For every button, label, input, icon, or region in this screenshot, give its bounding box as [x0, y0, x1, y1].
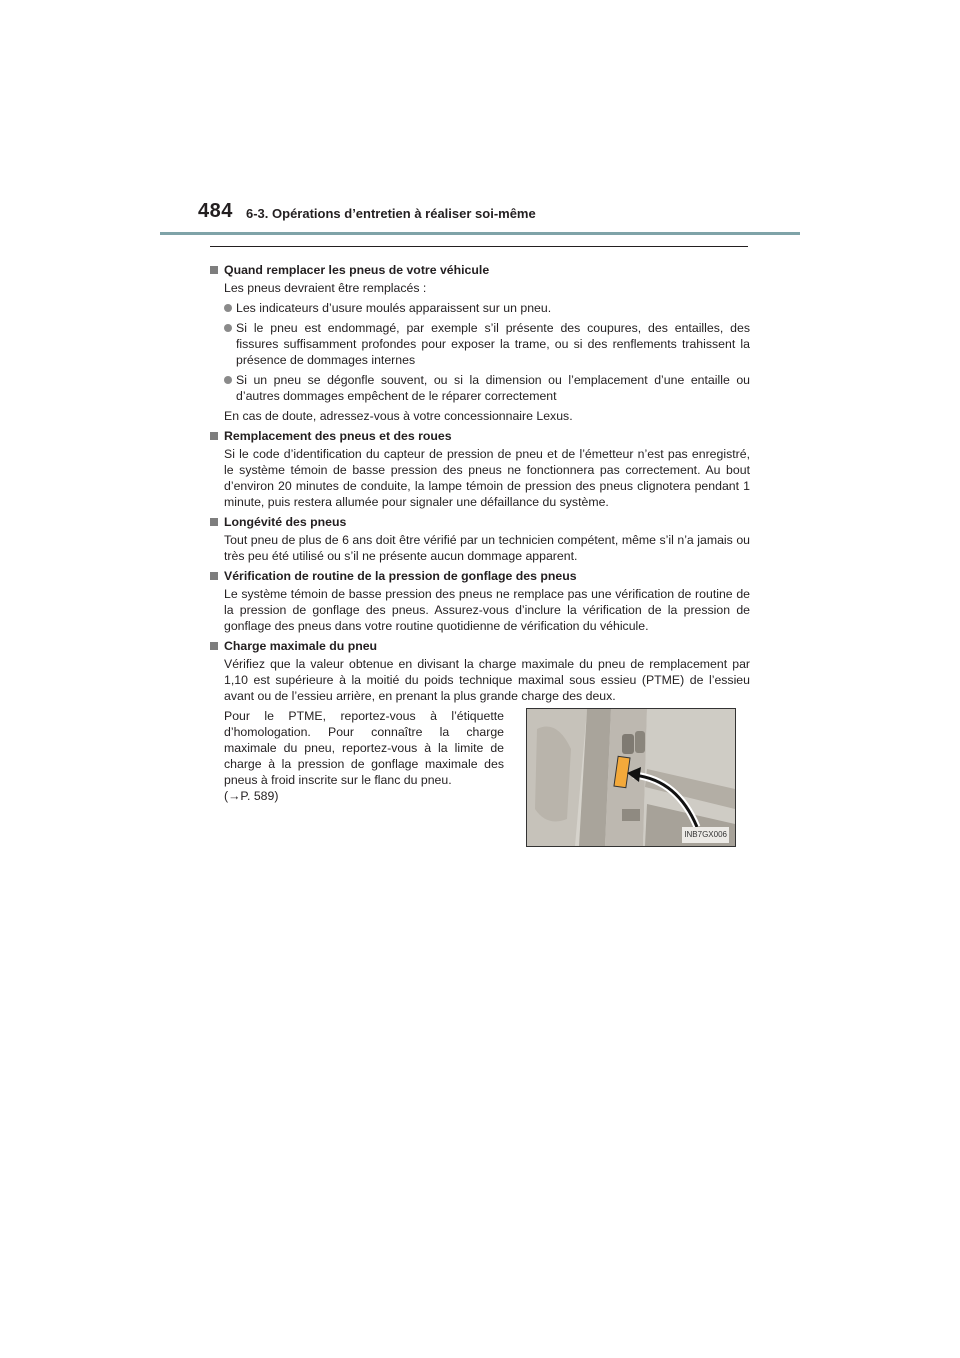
square-bullet-icon — [210, 432, 218, 440]
content-rule — [210, 246, 748, 247]
door-pillar-drawing — [527, 709, 735, 846]
paragraph: Tout pneu de plus de 6 ans doit être vérifié par un technicien compétent, même s’il n’a jamais ou très peu été utilisé ou s’il ne présente aucun dommage apparent. — [224, 533, 750, 563]
square-bullet-icon — [210, 518, 218, 526]
round-bullet-icon — [224, 324, 232, 332]
chapter-title: 6-3. Opérations d’entretien à réaliser soi-même — [246, 206, 536, 221]
paragraph: En cas de doute, adressez-vous à votre concessionnaire Lexus. — [224, 409, 573, 423]
square-bullet-icon — [210, 266, 218, 274]
heading-text: Longévité des pneus — [224, 515, 347, 529]
page-reference-link[interactable]: (→P. 589) — [224, 789, 279, 803]
list-item — [224, 320, 750, 368]
section-heading — [210, 428, 750, 444]
page-content — [210, 258, 750, 858]
caption-text: Pour le PTME, reportez-vous à l’étiquette d’homologation. Pour connaître la charge maximale du pneu, reportez-vous à la limite de charge à la pression de gonflage maximale des pneus à froid inscrite sur le flanc du pneu. — [224, 709, 504, 787]
square-bullet-icon — [210, 642, 218, 650]
door-pillar-illustration — [526, 708, 736, 847]
paragraph: Les pneus devraient être remplacés : — [224, 281, 427, 295]
heading-text: Charge maximale du pneu — [224, 639, 378, 653]
figure-caption — [224, 708, 504, 804]
list-item-text: Les indicateurs d’usure moulés apparaissent sur un pneu. — [236, 301, 552, 315]
round-bullet-icon — [224, 376, 232, 384]
section-heading — [210, 514, 750, 530]
paragraph: Le système témoin de basse pression des pneus ne remplace pas une vérification de routine de la pression de gonflage des pneus. Assurez-vous d’inclure la vérification de la pression de gonflage des pneus dans votre routine quotidienne de vérification du véhicule. — [224, 587, 750, 633]
header-rule — [160, 232, 800, 235]
section-heading — [210, 262, 750, 278]
list-item-text: Si un pneu se dégonfle souvent, ou si la dimension ou l’emplacement d’une entaille ou d’autres dommages empêchent de le réparer correctement — [236, 373, 750, 403]
page-number: 484 — [198, 200, 233, 222]
heading-text: Remplacement des pneus et des roues — [224, 429, 452, 443]
figure-code: INB7GX006 — [682, 827, 729, 843]
figure-block — [210, 708, 750, 858]
heading-text: Quand remplacer les pneus de votre véhicule — [224, 263, 490, 277]
paragraph: Vérifiez que la valeur obtenue en divisant la charge maximale du pneu de remplacement par 1,10 est supérieure à la moitié du poids technique maximal sous essieu (PTME) de l’essieu avant ou de l’essieu arrière, en prenant la plus grande charge des deux. — [224, 657, 750, 703]
heading-text: Vérification de routine de la pression de gonflage des pneus — [224, 569, 577, 583]
paragraph: Si le code d’identification du capteur de pression de pneu et de l’émetteur n’est pas enregistré, le système témoin de basse pression des pneus ne fonctionnera pas correctement. Au bout d’environ 20 minutes de conduite, la lampe témoin de pression des pneus clignotera pendant 1 minute, puis restera allumée pour signaler une défaillance du système. — [224, 447, 750, 509]
section-heading — [210, 568, 750, 584]
list-item — [224, 300, 750, 316]
section-heading — [210, 638, 750, 654]
round-bullet-icon — [224, 304, 232, 312]
square-bullet-icon — [210, 572, 218, 580]
list-item — [224, 372, 750, 404]
list-item-text: Si le pneu est endommagé, par exemple s’il présente des coupures, des entailles, des fissures suffisamment profondes pour exposer la trame, ou si des renflements trahissent la présence de dommages internes — [236, 321, 750, 367]
